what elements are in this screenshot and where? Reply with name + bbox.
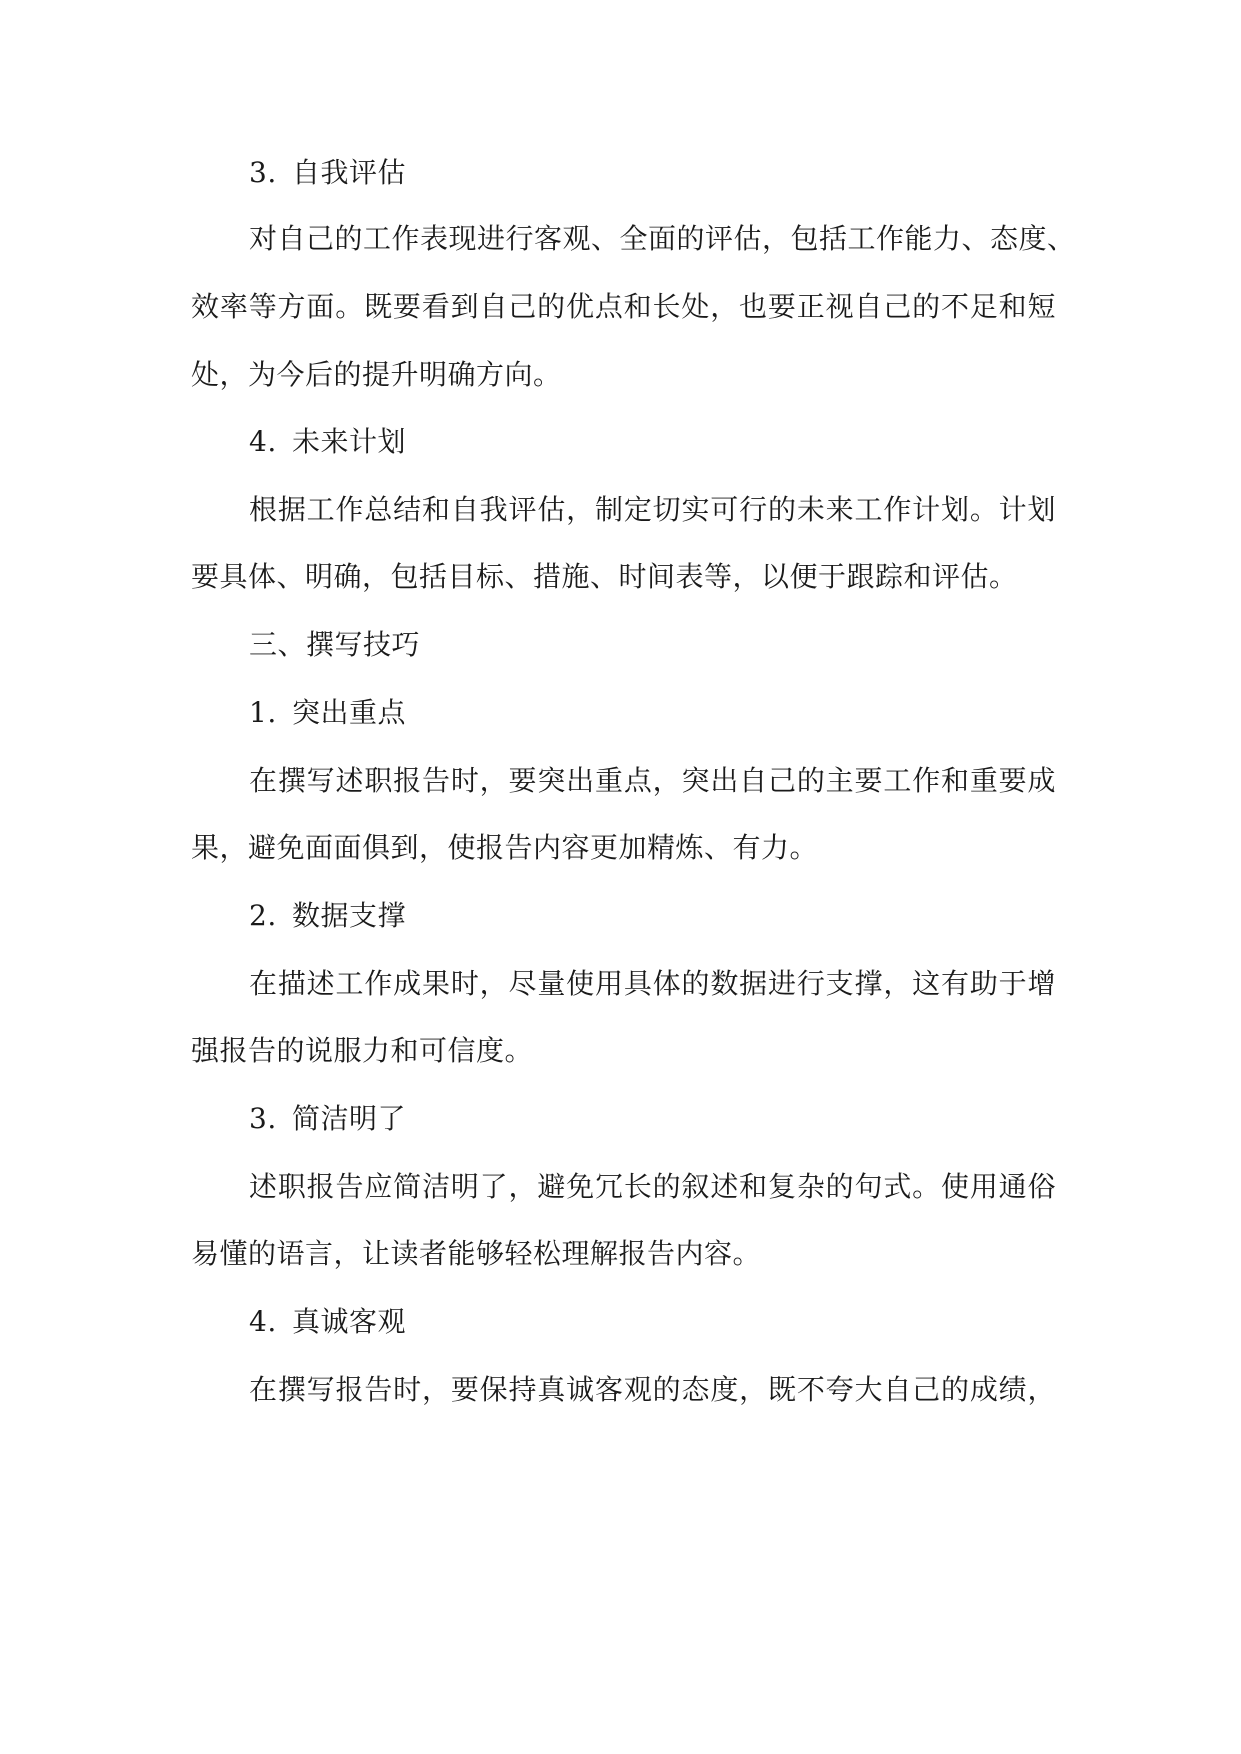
paragraph-text: 果，避免面面俱到，使报告内容更加精炼、有力。 — [191, 831, 819, 864]
subheading-data-support — [0, 892, 1241, 940]
paragraph-text: 对自己的工作表现进行客观、全面的评估，包括工作能力、态度、 — [249, 222, 1076, 255]
paragraph-line — [0, 960, 1241, 1008]
paragraph-text: 在撰写报告时，要保持真诚客观的态度，既不夸大自己的成绩， — [249, 1373, 1056, 1406]
paragraph-line — [0, 553, 1241, 601]
paragraph-text: 在描述工作成果时，尽量使用具体的数据进行支撑，这有助于增 — [249, 967, 1056, 1000]
heading-text: 数据支撑 — [292, 899, 407, 932]
heading-number: 3. — [249, 1102, 277, 1135]
heading-text: 简洁明了 — [292, 1102, 407, 1135]
paragraph-line — [0, 215, 1241, 263]
paragraph-text: 述职报告应简洁明了，避免冗长的叙述和复杂的句式。使用通俗 — [249, 1170, 1056, 1203]
paragraph-text: 处，为今后的提升明确方向。 — [191, 358, 562, 391]
paragraph-text: 在撰写述职报告时，要突出重点，突出自己的主要工作和重要成 — [249, 764, 1056, 797]
paragraph-text: 易懂的语言，让读者能够轻松理解报告内容。 — [191, 1237, 762, 1270]
heading-number: 1. — [249, 696, 277, 729]
paragraph-line — [0, 1230, 1241, 1278]
paragraph-line — [0, 824, 1241, 872]
subheading-sincere — [0, 1298, 1241, 1346]
section-heading — [0, 621, 1241, 669]
heading-number: 4. — [249, 425, 277, 458]
paragraph-line — [0, 486, 1241, 534]
heading-text: 自我评估 — [292, 156, 407, 189]
heading-number: 2. — [249, 899, 277, 932]
section-title: 三、撰写技巧 — [249, 628, 421, 661]
heading-number: 3. — [249, 156, 277, 189]
paragraph-line — [0, 283, 1241, 331]
paragraph-line — [0, 351, 1241, 399]
paragraph-text: 效率等方面。既要看到自己的优点和长处，也要正视自己的不足和短 — [191, 290, 1056, 323]
paragraph-line — [0, 757, 1241, 805]
heading-text: 未来计划 — [292, 425, 407, 458]
paragraph-line — [0, 1027, 1241, 1075]
heading-number: 4. — [249, 1305, 277, 1338]
subheading-concise — [0, 1095, 1241, 1143]
paragraph-text: 根据工作总结和自我评估，制定切实可行的未来工作计划。计划 — [249, 493, 1056, 526]
paragraph-text: 强报告的说服力和可信度。 — [191, 1034, 534, 1067]
subheading-highlight — [0, 689, 1241, 737]
heading-text: 真诚客观 — [292, 1305, 407, 1338]
heading-text: 突出重点 — [292, 696, 407, 729]
subheading-future-plan — [0, 418, 1241, 466]
subheading-self-assessment — [0, 149, 1241, 197]
paragraph-line — [0, 1163, 1241, 1211]
paragraph-line — [0, 1366, 1241, 1414]
paragraph-text: 要具体、明确，包括目标、措施、时间表等，以便于跟踪和评估。 — [191, 560, 1018, 593]
